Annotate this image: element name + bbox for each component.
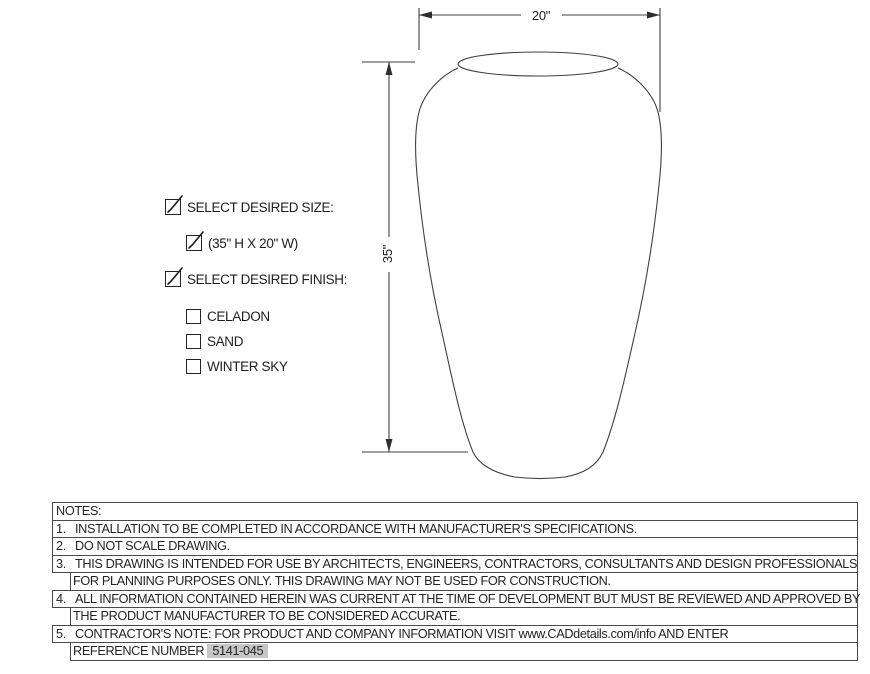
size-select-label: SELECT DESIRED SIZE: <box>187 199 334 215</box>
check-mark-icon <box>164 264 184 286</box>
finish-option-sand-row <box>186 334 243 349</box>
finish-option-celadon-checkbox[interactable] <box>186 309 201 324</box>
caddetails-url-link[interactable]: www.CADdetails.com/info <box>518 626 656 641</box>
size-select-checkbox[interactable] <box>165 199 181 215</box>
height-dim-arrow-top <box>386 62 393 75</box>
height-dim-arrow-bottom <box>386 439 393 452</box>
size-value-label: (35" H X 20" W) <box>208 235 298 251</box>
finish-select-row <box>165 271 347 287</box>
note-number: 1. <box>56 521 66 536</box>
reference-number-label: REFERENCE NUMBER <box>73 644 208 658</box>
vase-opening-ellipse <box>458 52 618 76</box>
note-number: 2. <box>56 539 66 553</box>
note-text: THE PRODUCT MANUFACTURER TO BE CONSIDERED ACCURATE. <box>73 609 461 623</box>
finish-option-wintersky-row <box>186 359 288 374</box>
finish-option-celadon-row <box>186 309 270 324</box>
notes-title-row <box>52 502 858 521</box>
note-text: DO NOT SCALE DRAWING. <box>75 539 230 553</box>
note-row-3-continued <box>70 572 858 591</box>
note-row-2 <box>52 537 858 556</box>
check-mark-icon <box>185 228 205 250</box>
note-row-4 <box>52 590 861 609</box>
note-row-5-continued <box>70 642 858 661</box>
note-row-3 <box>52 555 858 574</box>
width-dim-arrow-left <box>419 12 432 19</box>
size-value-row <box>186 235 298 251</box>
finish-select-label: SELECT DESIRED FINISH: <box>187 271 348 287</box>
finish-select-checkbox[interactable] <box>165 271 181 287</box>
note-number: 3. <box>56 556 66 571</box>
finish-option-wintersky-label: WINTER SKY <box>207 359 288 374</box>
note-text: ALL INFORMATION CONTAINED HEREIN WAS CURRENT AT THE TIME OF DEVELOPMENT BUT MUST BE REVIEWED AND APPROVED BY <box>75 591 861 606</box>
vase-body-outline <box>416 68 662 479</box>
height-dim-label: 35" <box>380 244 395 264</box>
size-select-row <box>165 199 334 215</box>
note-text: THIS DRAWING IS INTENDED FOR USE BY ARCHITECTS, ENGINEERS, CONTRACTORS, CONSULTANTS AND DESIGN PROFESSIONALS <box>75 556 858 571</box>
size-value-checkbox[interactable] <box>186 235 202 251</box>
note-row-1 <box>52 520 858 539</box>
check-mark-icon <box>164 192 184 214</box>
reference-number-value: 5141-045 <box>207 644 268 658</box>
finish-option-sand-checkbox[interactable] <box>186 334 201 349</box>
note-number: 4. <box>56 591 66 606</box>
width-dim-arrow-right <box>647 12 660 19</box>
note-row-5 <box>52 625 858 644</box>
note-row-4-continued <box>70 607 858 626</box>
notes-title: NOTES: <box>56 504 102 518</box>
width-dim-label: 20" <box>531 8 551 23</box>
note-text: FOR PLANNING PURPOSES ONLY. THIS DRAWING MAY NOT BE USED FOR CONSTRUCTION. <box>73 574 611 588</box>
finish-option-wintersky-checkbox[interactable] <box>186 359 201 374</box>
finish-option-sand-label: SAND <box>207 334 244 349</box>
note-text: INSTALLATION TO BE COMPLETED IN ACCORDANCE WITH MANUFACTURER'S SPECIFICATIONS. <box>75 521 637 536</box>
finish-option-celadon-label: CELADON <box>207 309 270 324</box>
note-text: AND ENTER <box>655 626 729 641</box>
note-number: 5. <box>56 626 66 641</box>
note-text: CONTRACTOR'S NOTE: FOR PRODUCT AND COMPANY INFORMATION VISIT <box>75 626 519 641</box>
notes-table <box>52 502 861 661</box>
